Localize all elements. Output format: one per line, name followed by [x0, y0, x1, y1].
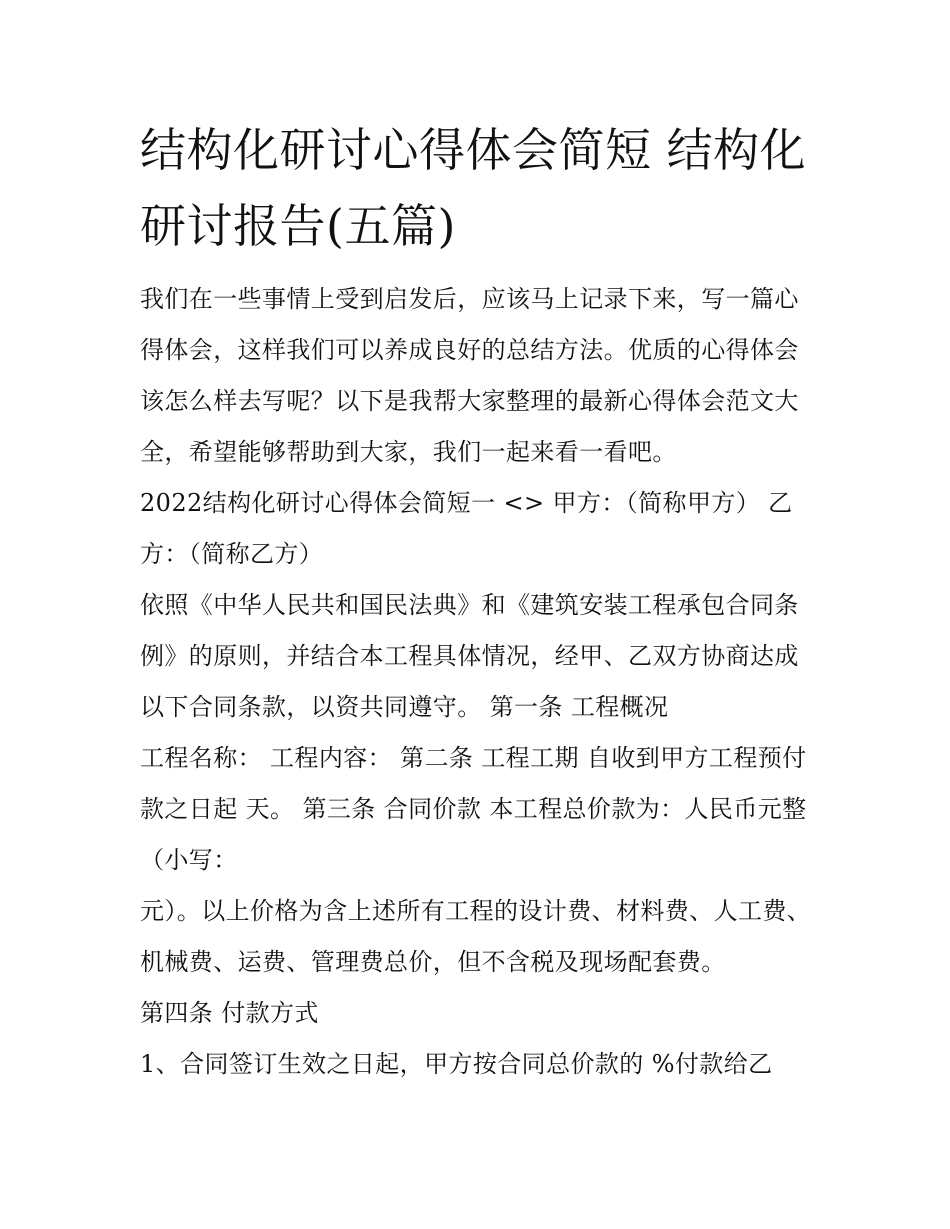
- contract-basis-paragraph: 依照《中华人民共和国民法典》和《建筑安装工程承包合同条例》的原则，并结合本工程具体情况，经甲、乙双方协商达成以下合同条款，以资共同遵守。 第一条 工程概况: [140, 591, 799, 721]
- price-scope-paragraph: 元）。以上价格为含上述所有工程的设计费、材料费、人工费、机械费、运费、管理费总价，但不含税及现场配套费。: [140, 897, 812, 976]
- project-details-paragraph: 工程名称： 工程内容： 第二条 工程工期 自收到甲方工程预付款之日起 天。 第三条 合同价款 本工程总价款为：人民币元整（小写：: [140, 744, 807, 874]
- document-page: [140, 112, 820, 1090]
- intro-paragraph: 我们在一些事情上受到启发后，应该马上记录下来，写一篇心得体会，这样我们可以养成良好的总结方法。优质的心得体会该怎么样去写呢？以下是我帮大家整理的最新心得体会范文大全，希望能够帮助到大家，我们一起来看一看吧。: [140, 285, 799, 466]
- document-title: 结构化研讨心得体会简短 结构化研讨报告(五篇): [140, 123, 807, 253]
- contract-parties-paragraph: 2022结构化研讨心得体会简短一 <> 甲方：（简称甲方） 乙方：（简称乙方）: [140, 489, 793, 568]
- payment-heading: 第四条 付款方式: [140, 999, 319, 1027]
- payment-clause-paragraph: 1、合同签订生效之日起，甲方按合同总价款的 %付款给乙: [140, 1050, 773, 1078]
